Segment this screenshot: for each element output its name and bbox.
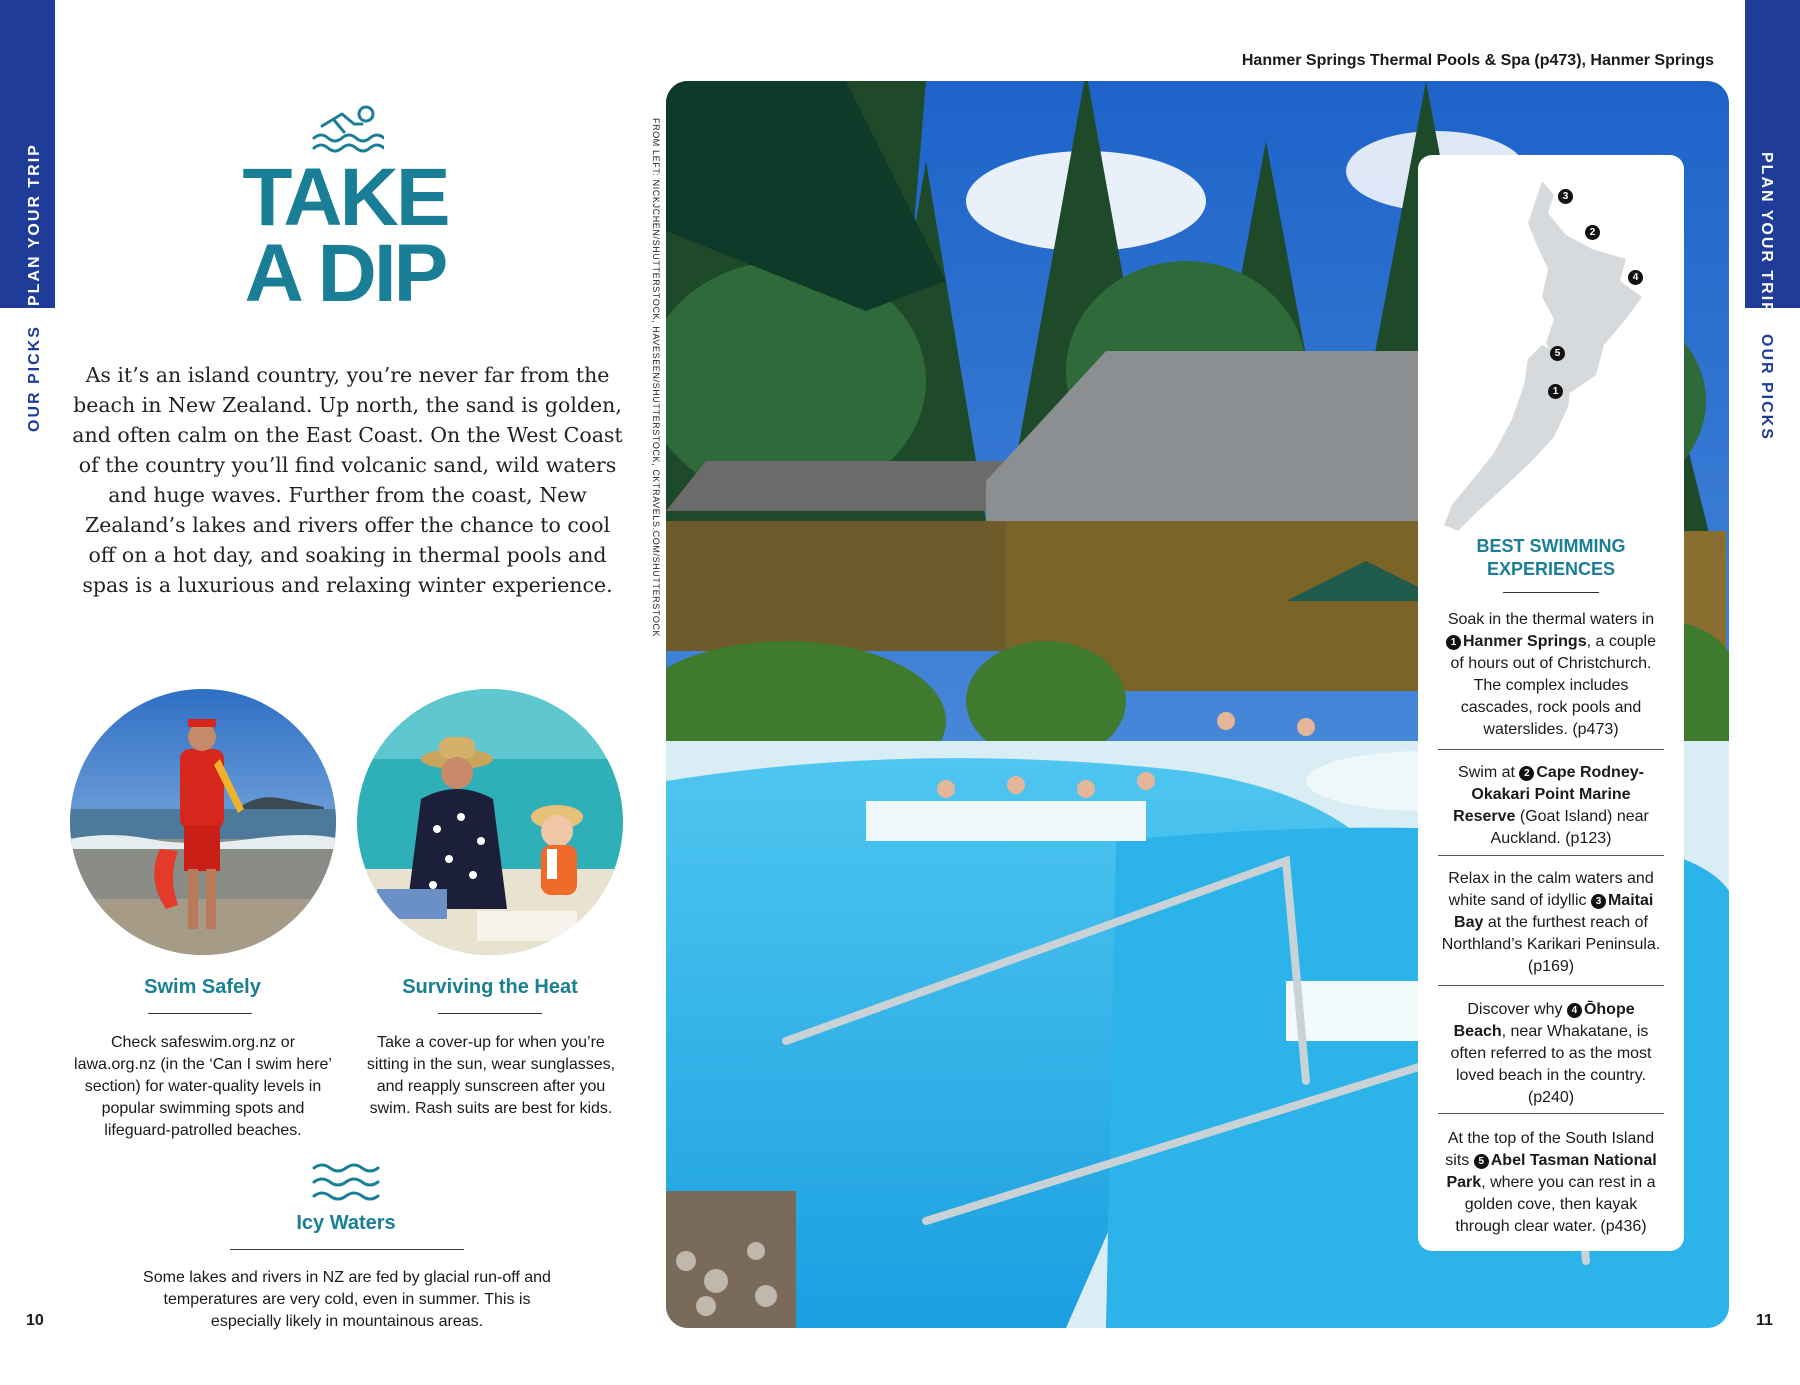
icy-waters-rule <box>230 1249 464 1250</box>
surviving-heat-title: Surviving the Heat <box>402 976 578 998</box>
swim-entry-intro: Swim at <box>1458 764 1520 781</box>
hero-caption: Hanmer Springs Thermal Pools & Spa (p473), Hanmer Springs <box>1241 52 1714 69</box>
page-number-left: 10 <box>26 1312 44 1329</box>
page-number-right: 11 <box>1756 1312 1773 1329</box>
swim-entry-detail: , a couple of hours out of Christchurch. The complex includes cascades, rock pools and waterslides. (p473) <box>1450 633 1656 738</box>
swim-entry-4 <box>1440 999 1662 1109</box>
page-title <box>180 152 510 319</box>
map-marker-2: 2 <box>1585 225 1600 240</box>
entry-divider <box>1438 855 1664 856</box>
photo-credit: FROM LEFT: NICKJCHEN/SHUTTERSTOCK, HAVESEEN/SHUTTERSTOCK, CKTRAVELS.COM/SHUTTERSTOCK <box>651 118 661 638</box>
panel-title-rule <box>1503 592 1599 593</box>
page-title-line-1: TAKE <box>242 152 448 243</box>
panel-title <box>1418 535 1684 581</box>
swim-entry-detail: at the furthest reach of Northland’s Karikari Peninsula. (p169) <box>1441 914 1661 975</box>
left-tab-title: PLAN YOUR TRIP <box>26 143 43 306</box>
icy-waters-title: Icy Waters <box>296 1212 396 1234</box>
number-marker: 2 <box>1519 766 1534 781</box>
swim-entry-detail: , where you can rest in a golden cove, then kayak through clear water. (p436) <box>1455 1174 1656 1235</box>
swimmer-icon <box>312 100 384 156</box>
swim-entry-5 <box>1440 1128 1662 1238</box>
surviving-heat-text: Take a cover-up for when you’re sitting in the sun, wear sunglasses, and reapply sunscreen after you swim. Rash suits are best for kids. <box>366 1034 616 1117</box>
number-marker: 1 <box>1446 635 1461 650</box>
right-tab-subtitle: OUR PICKS <box>1758 334 1775 441</box>
swim-entry-detail: , near Whakatane, is often referred to as the most loved beach in the country. (p240) <box>1450 1023 1652 1106</box>
waves-icon <box>312 1160 382 1204</box>
swim-entry-place: Hanmer Springs <box>1463 633 1587 650</box>
swim-entry-intro: Relax in the calm waters and white sand of idyllic <box>1448 870 1654 909</box>
swim-entry-place: Abel Tasman National Park <box>1446 1152 1657 1191</box>
swim-safely-title: Swim Safely <box>144 976 261 998</box>
entry-divider <box>1438 985 1664 986</box>
left-tab-subtitle: OUR PICKS <box>26 325 43 432</box>
surviving-heat-rule <box>438 1013 542 1014</box>
intro-paragraph: As it’s an island country, you’re never far from the beach in New Zealand. Up north, the sand is golden, and often calm on the East Coast. On the West Coast of the country you’ll find volcanic sand, wild waters and huge waves. Further from the coast, New Zealand’s lakes and rivers offer the chance to cool off on a hot day, and soaking in thermal pools and spas is a luxurious and relaxing winter experience. <box>72 363 623 597</box>
number-marker: 5 <box>1474 1154 1489 1169</box>
swim-entry-detail: (Goat Island) near Auckland. (p123) <box>1490 808 1649 847</box>
number-marker: 3 <box>1591 894 1606 909</box>
swim-entry-intro: Soak in the thermal waters in <box>1447 611 1655 628</box>
swim-safely-text: Check safeswim.org.nz or lawa.org.nz (in the ‘Can I swim here’ section) for water-quality levels in popular swimming spots and lifeguard-patrolled beaches. <box>74 1034 332 1139</box>
entry-divider <box>1438 749 1664 750</box>
entry-divider <box>1438 1113 1664 1114</box>
best-swimming-panel <box>1418 155 1684 1251</box>
panel-title-line-2: EXPERIENCES <box>1486 559 1616 579</box>
map-marker-1: 1 <box>1548 384 1563 399</box>
lifeguard-photo <box>70 689 336 955</box>
icy-waters-text: Some lakes and rivers in NZ are fed by glacial run-off and temperatures are very cold, even in summer. This is especially likely in mountainous areas. <box>143 1269 551 1330</box>
swim-entry-place: Maitai Bay <box>1454 892 1654 931</box>
map-marker-3: 3 <box>1558 189 1573 204</box>
swim-entry-3 <box>1440 868 1662 978</box>
map-marker-5: 5 <box>1550 346 1565 361</box>
right-tab-title: PLAN YOUR TRIP <box>1758 152 1775 315</box>
swim-entry-place: Cape Rodney-Okakari Point Marine Reserve <box>1453 764 1644 825</box>
panel-title-line-1: BEST SWIMMING <box>1476 536 1626 556</box>
swim-entry-intro: At the top of the South Island sits <box>1445 1130 1655 1169</box>
swim-entry-intro: Discover why <box>1467 1001 1567 1018</box>
new-zealand-map <box>1418 155 1684 535</box>
swim-entry-1 <box>1440 609 1662 741</box>
swim-entry-place: Ōhope Beach <box>1453 1001 1635 1040</box>
map-marker-4: 4 <box>1628 270 1643 285</box>
number-marker: 4 <box>1567 1003 1582 1018</box>
swim-entry-2 <box>1440 762 1662 850</box>
beach-family-photo <box>357 689 623 955</box>
swim-safely-rule <box>148 1013 252 1014</box>
page-title-line-2: A DIP <box>244 228 446 319</box>
